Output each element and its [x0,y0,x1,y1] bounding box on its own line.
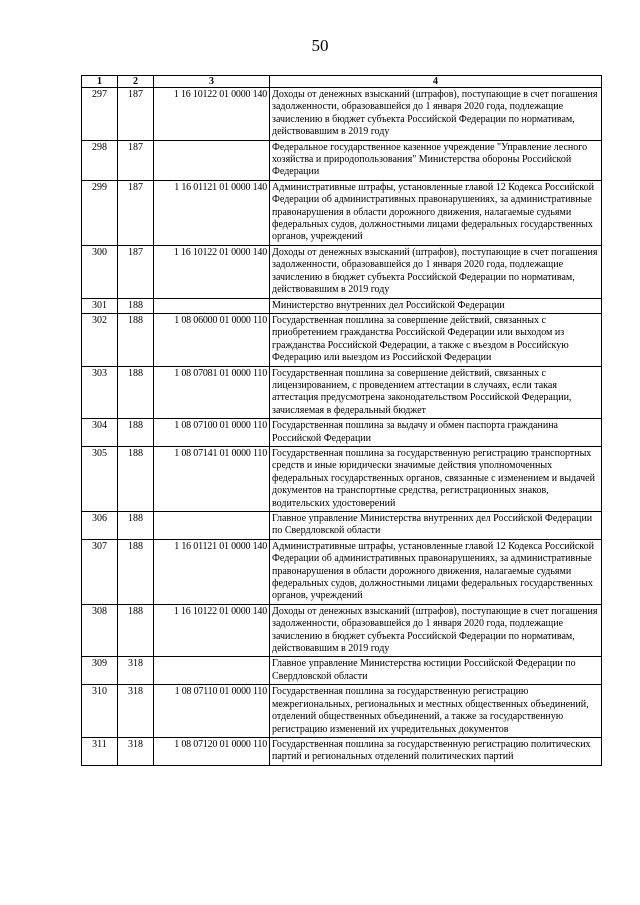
table-row [82,604,602,657]
table-row [82,366,602,419]
table-row [82,140,602,180]
row-description: Государственная пошлина за государственную регистрацию политических партий и региональных отделений политических партий [270,737,602,765]
admin-code: 187 [118,88,154,141]
budget-classification-code: 1 16 01121 01 0000 140 [154,539,270,604]
admin-code: 188 [118,313,154,366]
table-row [82,446,602,511]
budget-classification-code: 1 08 07081 01 0000 110 [154,366,270,419]
table-row [82,685,602,738]
row-number: 303 [82,366,118,419]
row-number: 299 [82,180,118,245]
table-row [82,512,602,540]
table-row [82,737,602,765]
row-description: Доходы от денежных взысканий (штрафов), поступающие в счет погашения задолженности, образовавшейся до 1 января 2020 года, подлежащие зачислению в бюджет субъекта Российской Федерации по нормативам, действовавшим в 2019 году [270,604,602,657]
row-description: Государственная пошлина за государственную регистрацию транспортных средств и иные юридически значимые действия уполномоченных федеральных государственных органов, связанные с изменением и выдачей документов на транспортные средства, регистрационных знаков, водительских удостоверений [270,446,602,511]
table-row [82,313,602,366]
admin-code: 188 [118,446,154,511]
admin-code: 188 [118,419,154,447]
admin-code: 318 [118,657,154,685]
row-number: 308 [82,604,118,657]
row-number: 301 [82,298,118,313]
column-header-4: 4 [270,76,602,88]
admin-code: 188 [118,366,154,419]
budget-classification-code: 1 16 10122 01 0000 140 [154,88,270,141]
row-description: Главное управление Министерства юстиции Российской Федерации по Свердловской области [270,657,602,685]
page-number: 50 [311,36,329,55]
budget-classification-code: 1 16 10122 01 0000 140 [154,245,270,298]
row-number: 311 [82,737,118,765]
table-row [82,419,602,447]
budget-classification-code: 1 16 01121 01 0000 140 [154,180,270,245]
revenue-codes-table [81,75,602,766]
row-number: 306 [82,512,118,540]
column-header-3: 3 [154,76,270,88]
budget-classification-code: 1 08 07100 01 0000 110 [154,419,270,447]
row-number: 300 [82,245,118,298]
row-number: 310 [82,685,118,738]
admin-code: 318 [118,737,154,765]
budget-classification-code [154,140,270,180]
table-row [82,657,602,685]
row-number: 302 [82,313,118,366]
row-description: Государственная пошлина за государственную регистрацию межрегиональных, региональных и местных общественных объединений, отделений общественных объединений, а также за государственную регистрацию изменений их учредительных документов [270,685,602,738]
row-number: 297 [82,88,118,141]
row-description: Главное управление Министерства внутренних дел Российской Федерации по Свердловской области [270,512,602,540]
row-number: 305 [82,446,118,511]
table-row [82,298,602,313]
admin-code: 188 [118,604,154,657]
table-row [82,180,602,245]
row-description: Доходы от денежных взысканий (штрафов), поступающие в счет погашения задолженности, образовавшейся до 1 января 2020 года, подлежащие зачислению в бюджет субъекта Российской Федерации по нормативам, действовавшим в 2019 году [270,245,602,298]
row-number: 304 [82,419,118,447]
row-number: 307 [82,539,118,604]
row-description: Административные штрафы, установленные главой 12 Кодекса Российской Федерации об административных правонарушениях, за административные правонарушения в области дорожного движения, налагаемые судьями федеральных судов, должностными лицами федеральных государственных органов, учреждений [270,539,602,604]
column-header-2: 2 [118,76,154,88]
admin-code: 318 [118,685,154,738]
budget-classification-code: 1 08 07141 01 0000 110 [154,446,270,511]
row-description: Государственная пошлина за совершение действий, связанных с лицензированием, с проведением аттестации в случаях, если такая аттестация предусмотрена законодательством Российской Федерации, зачисляемая в федеральный бюджет [270,366,602,419]
admin-code: 187 [118,245,154,298]
admin-code: 187 [118,140,154,180]
budget-classification-code [154,298,270,313]
admin-code: 188 [118,298,154,313]
budget-classification-code [154,512,270,540]
admin-code: 188 [118,512,154,540]
admin-code: 188 [118,539,154,604]
row-number: 309 [82,657,118,685]
table-row [82,88,602,141]
row-description: Доходы от денежных взысканий (штрафов), поступающие в счет погашения задолженности, образовавшейся до 1 января 2020 года, подлежащие зачислению в бюджет субъекта Российской Федерации по нормативам, действовавшим в 2019 году [270,88,602,141]
row-description: Федеральное государственное казенное учреждение "Управление лесного хозяйства и природопользования" Министерства обороны Российской Федерации [270,140,602,180]
admin-code: 187 [118,180,154,245]
table-row [82,245,602,298]
budget-classification-code: 1 08 07120 01 0000 110 [154,737,270,765]
row-description: Министерство внутренних дел Российской Федерации [270,298,602,313]
column-header-1: 1 [82,76,118,88]
budget-classification-code: 1 16 10122 01 0000 140 [154,604,270,657]
row-description: Административные штрафы, установленные главой 12 Кодекса Российской Федерации об административных правонарушениях, за административные правонарушения в области дорожного движения, налагаемые судьями федеральных судов, должностными лицами федеральных государственных органов, учреждений [270,180,602,245]
row-number: 298 [82,140,118,180]
budget-classification-code: 1 08 07110 01 0000 110 [154,685,270,738]
budget-classification-code [154,657,270,685]
row-description: Государственная пошлина за совершение действий, связанных с приобретением гражданства Российской Федерации или выходом из гражданства Российской Федерации, а также с въездом в Российскую Федерацию или выездом из Российской Федерации [270,313,602,366]
row-description: Государственная пошлина за выдачу и обмен паспорта гражданина Российской Федерации [270,419,602,447]
table-row [82,539,602,604]
table-header-row [82,76,602,88]
budget-classification-code: 1 08 06000 01 0000 110 [154,313,270,366]
